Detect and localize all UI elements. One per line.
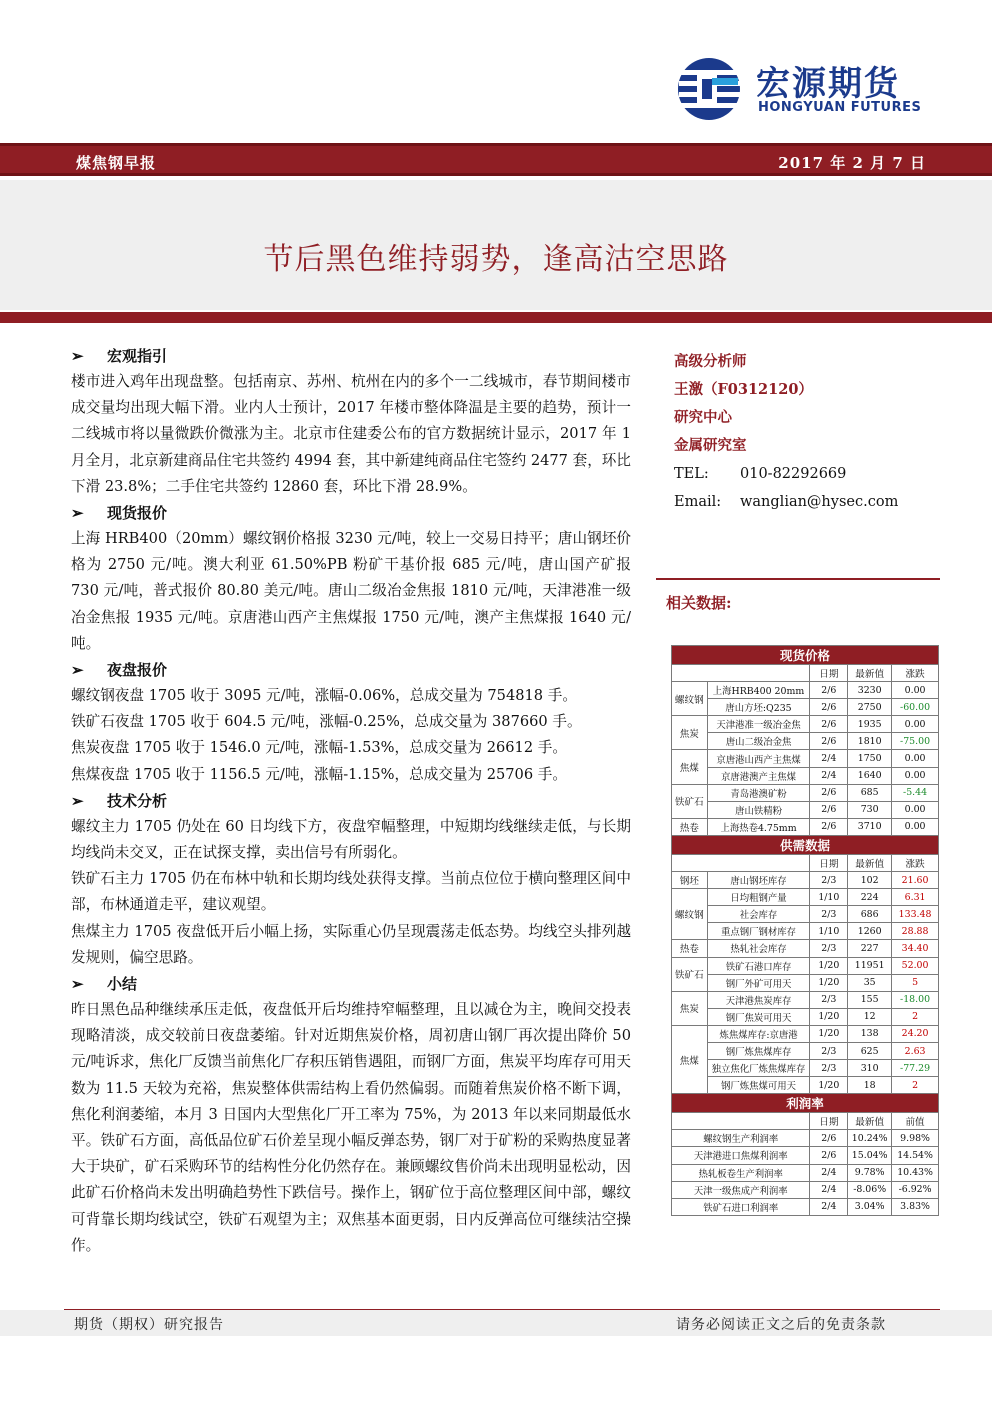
table-column-header xyxy=(672,854,939,871)
table-row xyxy=(672,699,939,716)
row-date: 2/3 xyxy=(810,1060,848,1077)
row-name: 炼焦煤库存:京唐港 xyxy=(707,1025,810,1042)
table-row xyxy=(672,784,939,801)
table-section-header xyxy=(672,646,939,665)
table-row xyxy=(672,716,939,733)
section-heading-text: 现货报价 xyxy=(107,504,168,523)
row-value: 3.04% xyxy=(848,1198,892,1215)
section-paragraph: 焦煤夜盘 1705 收于 1156.5 元/吨，涨幅-1.15%，总成交量为 25706 手。 xyxy=(71,765,567,783)
row-name: 天津港焦炭库存 xyxy=(707,991,810,1008)
table-row xyxy=(672,1042,939,1059)
row-name: 钢厂外矿可用天 xyxy=(707,974,810,991)
row-value: 9.78% xyxy=(848,1164,892,1181)
market-data-table xyxy=(671,645,939,1216)
row-change: 24.20 xyxy=(892,1025,939,1042)
section-heading-text: 小结 xyxy=(107,975,138,994)
row-value: 1810 xyxy=(848,733,892,750)
row-name: 日均粗钢产量 xyxy=(707,889,810,906)
analyst-dept: 研究中心 xyxy=(674,409,732,426)
row-name: 天津港进口焦煤利润率 xyxy=(672,1147,810,1164)
row-prev: 10.43% xyxy=(892,1164,939,1181)
table-corner-cell xyxy=(672,854,810,871)
related-data-heading: 相关数据: xyxy=(666,594,732,612)
row-change: 5 xyxy=(892,974,939,991)
table-row xyxy=(672,733,939,750)
row-name: 热轧板卷生产利润率 xyxy=(672,1164,810,1181)
row-category: 铁矿石 xyxy=(672,784,708,818)
row-prev: 3.83% xyxy=(892,1198,939,1215)
table-row xyxy=(672,1147,939,1164)
row-prev: 14.54% xyxy=(892,1147,939,1164)
row-value: 2750 xyxy=(848,699,892,716)
analyst-subdept: 金属研究室 xyxy=(674,437,747,454)
chevron-right-icon: ➢ xyxy=(71,791,84,810)
row-date: 2/3 xyxy=(810,906,848,923)
analyst-title: 高级分析师 xyxy=(674,353,747,370)
section-heading-text: 技术分析 xyxy=(107,791,168,810)
row-value: 1260 xyxy=(848,923,892,940)
row-value: 310 xyxy=(848,1060,892,1077)
row-change: -77.29 xyxy=(892,1060,939,1077)
table-row xyxy=(672,682,939,699)
chevron-right-icon: ➢ xyxy=(71,661,84,680)
table-row xyxy=(672,1181,939,1198)
page-footer xyxy=(0,1310,992,1336)
row-date: 2/6 xyxy=(810,784,848,801)
row-category: 钢坯 xyxy=(672,872,708,889)
row-date: 2/6 xyxy=(810,699,848,716)
table-row xyxy=(672,906,939,923)
table-section-title: 利润率 xyxy=(672,1094,939,1113)
row-date: 2/3 xyxy=(810,872,848,889)
table-column-label: 日期 xyxy=(810,665,848,682)
row-name: 天津港准一级冶金焦 xyxy=(707,716,810,733)
table-column-label: 涨跌 xyxy=(892,665,939,682)
section-paragraph: 楼市进入鸡年出现盘整。包括南京、苏州、杭州在内的多个一二线城市，春节期间楼市成交量均出现大幅下滑。业内人士预计，2017 年楼市整体降温是主要的趋势，预计一二线城市将以量微跌价微涨为主。北京市住建委公布的官方数据统计显示，2017 年 1 月全月，北京新建商品住宅共签约 4994 套，其中新建纯商品住宅签约 2477 套，环比下滑 23.8%；二手住宅共签约 12860 套，环比下滑 28.9%。 xyxy=(71,373,631,495)
row-change: 2 xyxy=(892,1008,939,1025)
row-change: 2 xyxy=(892,1077,939,1094)
row-date: 2/4 xyxy=(810,767,848,784)
section-heading-text: 夜盘报价 xyxy=(107,661,168,680)
footer-report-type: 期货（期权）研究报告 xyxy=(74,1317,224,1333)
row-date: 2/6 xyxy=(810,801,848,818)
row-date: 2/3 xyxy=(810,1042,848,1059)
report-header-bar xyxy=(0,143,992,176)
table-corner-cell xyxy=(672,665,810,682)
table-row xyxy=(672,1060,939,1077)
row-change: 34.40 xyxy=(892,940,939,957)
table-section-header xyxy=(672,835,939,854)
section-heading xyxy=(71,971,631,997)
report-title: 节后黑色维持弱势，逢高沽空思路 xyxy=(263,242,729,277)
table-row xyxy=(672,1198,939,1215)
row-date: 2/4 xyxy=(810,1164,848,1181)
chevron-right-icon: ➢ xyxy=(71,347,84,365)
analyst-email xyxy=(674,488,964,516)
row-date: 1/20 xyxy=(810,1025,848,1042)
row-change: 0.00 xyxy=(892,682,939,699)
row-value: 15.04% xyxy=(848,1147,892,1164)
table-row xyxy=(672,1077,939,1094)
table-row xyxy=(672,974,939,991)
row-name: 钢厂炼焦煤库存 xyxy=(707,1042,810,1059)
row-change: -60.00 xyxy=(892,699,939,716)
row-category: 焦炭 xyxy=(672,716,708,750)
row-change: 0.00 xyxy=(892,818,939,835)
row-change: 0.00 xyxy=(892,767,939,784)
row-name: 上海HRB400 20mm xyxy=(707,682,810,699)
row-date: 2/6 xyxy=(810,1130,848,1147)
table-column-label: 日期 xyxy=(810,854,848,871)
table-row xyxy=(672,750,939,767)
row-name: 钢厂炼焦煤可用天 xyxy=(707,1077,810,1094)
email-label: Email: xyxy=(674,494,722,510)
section-heading xyxy=(71,343,631,369)
table-section-header xyxy=(672,1094,939,1113)
row-value: 730 xyxy=(848,801,892,818)
row-name: 唐山钢坯库存 xyxy=(707,872,810,889)
row-name: 重点钢厂钢材库存 xyxy=(707,923,810,940)
row-name: 铁矿石港口库存 xyxy=(707,957,810,974)
row-change: 0.00 xyxy=(892,750,939,767)
chevron-right-icon: ➢ xyxy=(71,504,84,523)
row-date: 2/4 xyxy=(810,750,848,767)
row-date: 2/4 xyxy=(810,1198,848,1215)
logo-english-name: HONGYUAN FUTURES xyxy=(758,100,922,115)
row-category: 螺纹钢 xyxy=(672,889,708,940)
row-date: 2/6 xyxy=(810,818,848,835)
section-paragraph: 铁矿石主力 1705 仍在布林中轨和长期均线处获得支撑。当前点位位于横向整理区间中部，布林通道走平，建议观望。 xyxy=(71,870,631,914)
section-heading xyxy=(71,788,631,814)
section-heading xyxy=(71,500,631,526)
section-paragraph: 上海 HRB400（20mm）螺纹钢价格报 3230 元/吨，较上一交易日持平；唐山钢坯价格为 2750 元/吨。澳大利亚 61.50%PB 粉矿干基价报 685 元/吨，唐山国产矿报 730 元/吨，普式报价 80.80 美元/吨。唐山二级冶金焦报 1810 元/吨，天津港准一级冶金焦报 1935 元/吨。京唐港山西产主焦煤报 1750 元/吨，澳产主焦煤报 1640 元/吨。 xyxy=(71,530,631,652)
row-name: 唐山二级冶金焦 xyxy=(707,733,810,750)
analyst-name: 王激（F0312120） xyxy=(674,381,813,398)
row-value: 1640 xyxy=(848,767,892,784)
section-heading xyxy=(71,657,631,683)
logo-mark-icon xyxy=(676,56,746,122)
row-date: 2/6 xyxy=(810,682,848,699)
row-date: 2/3 xyxy=(810,940,848,957)
section-paragraph: 螺纹钢夜盘 1705 收于 3095 元/吨，涨幅-0.06%，总成交量为 754818 手。 xyxy=(71,687,577,705)
table-row xyxy=(672,1008,939,1025)
table-row xyxy=(672,767,939,784)
table-column-label: 最新值 xyxy=(848,665,892,682)
table-column-label: 日期 xyxy=(810,1113,848,1130)
row-date: 1/10 xyxy=(810,889,848,906)
row-value: 685 xyxy=(848,784,892,801)
section-paragraph: 铁矿石夜盘 1705 收于 604.5 元/吨，涨幅-0.25%，总成交量为 387660 手。 xyxy=(71,713,582,731)
table-row xyxy=(672,1025,939,1042)
tel-label: TEL: xyxy=(674,466,709,482)
row-name: 唐山铁精粉 xyxy=(707,801,810,818)
row-name: 上海热卷4.75mm xyxy=(707,818,810,835)
row-value: 35 xyxy=(848,974,892,991)
table-section-title: 现货价格 xyxy=(672,646,939,665)
report-date: 2017 年 2 月 7 日 xyxy=(778,154,926,172)
section-paragraph: 焦煤主力 1705 夜盘低开后小幅上扬，实际重心仍呈现震荡走低态势。均线空头排列越发规则，偏空思路。 xyxy=(71,922,631,966)
logo-chinese-name: 宏源期货 xyxy=(756,64,900,104)
table-row xyxy=(672,889,939,906)
table-corner-cell xyxy=(672,1113,810,1130)
section-heading-text: 宏观指引 xyxy=(107,347,168,365)
section-paragraph: 焦炭夜盘 1705 收于 1546.0 元/吨，涨幅-1.53%，总成交量为 26612 手。 xyxy=(71,739,567,757)
row-name: 钢厂焦炭可用天 xyxy=(707,1008,810,1025)
row-change: 28.88 xyxy=(892,923,939,940)
row-value: 3230 xyxy=(848,682,892,699)
row-change: -18.00 xyxy=(892,991,939,1008)
row-change: 21.60 xyxy=(892,872,939,889)
row-date: 1/20 xyxy=(810,957,848,974)
analyst-info xyxy=(674,348,964,516)
related-divider xyxy=(656,578,940,580)
row-date: 2/6 xyxy=(810,1147,848,1164)
table-section-title: 供需数据 xyxy=(672,835,939,854)
row-date: 1/20 xyxy=(810,1077,848,1094)
table-row xyxy=(672,940,939,957)
row-name: 唐山方坯:Q235 xyxy=(707,699,810,716)
table-row xyxy=(672,1130,939,1147)
row-name: 螺纹钢生产利润率 xyxy=(672,1130,810,1147)
row-value: 18 xyxy=(848,1077,892,1094)
row-date: 2/6 xyxy=(810,733,848,750)
row-date: 1/10 xyxy=(810,923,848,940)
table-row xyxy=(672,801,939,818)
row-value: -8.06% xyxy=(848,1181,892,1198)
table-column-label: 涨跌 xyxy=(892,854,939,871)
row-category: 螺纹钢 xyxy=(672,682,708,716)
row-value: 686 xyxy=(848,906,892,923)
row-category: 热卷 xyxy=(672,818,708,835)
row-date: 2/4 xyxy=(810,1181,848,1198)
table-column-label: 最新值 xyxy=(848,854,892,871)
table-row xyxy=(672,818,939,835)
row-prev: -6.92% xyxy=(892,1181,939,1198)
title-divider xyxy=(0,312,992,323)
report-body xyxy=(71,343,631,1259)
row-value: 138 xyxy=(848,1025,892,1042)
tel-value: 010-82292669 xyxy=(740,466,847,482)
row-prev: 9.98% xyxy=(892,1130,939,1147)
row-change: 6.31 xyxy=(892,889,939,906)
table-row xyxy=(672,923,939,940)
row-change: 52.00 xyxy=(892,957,939,974)
row-value: 102 xyxy=(848,872,892,889)
row-change: 2.63 xyxy=(892,1042,939,1059)
table-row xyxy=(672,872,939,889)
row-name: 京唐港山西产主焦煤 xyxy=(707,750,810,767)
row-value: 1935 xyxy=(848,716,892,733)
table-row xyxy=(672,957,939,974)
footer-disclaimer: 请务必阅读正文之后的免责条款 xyxy=(676,1317,886,1333)
row-value: 1750 xyxy=(848,750,892,767)
email-value[interactable]: wanglian@hysec.com xyxy=(740,494,899,510)
row-category: 铁矿石 xyxy=(672,957,708,991)
row-category: 焦煤 xyxy=(672,1025,708,1093)
row-date: 1/20 xyxy=(810,974,848,991)
row-date: 1/20 xyxy=(810,1008,848,1025)
row-category: 焦炭 xyxy=(672,991,708,1025)
row-name: 青岛港澳矿粉 xyxy=(707,784,810,801)
row-name: 京唐港澳产主焦煤 xyxy=(707,767,810,784)
company-logo xyxy=(676,54,938,126)
row-value: 11951 xyxy=(848,957,892,974)
row-change: 0.00 xyxy=(892,801,939,818)
report-name: 煤焦钢早报 xyxy=(76,154,157,172)
row-value: 12 xyxy=(848,1008,892,1025)
table-column-label: 前值 xyxy=(892,1113,939,1130)
row-change: -75.00 xyxy=(892,733,939,750)
row-change: 133.48 xyxy=(892,906,939,923)
row-name: 热轧社会库存 xyxy=(707,940,810,957)
row-change: 0.00 xyxy=(892,716,939,733)
row-name: 独立焦化厂炼焦煤库存 xyxy=(707,1060,810,1077)
table-row xyxy=(672,1164,939,1181)
analyst-tel xyxy=(674,460,964,488)
row-value: 155 xyxy=(848,991,892,1008)
table-column-label: 最新值 xyxy=(848,1113,892,1130)
table-row xyxy=(672,991,939,1008)
section-paragraph: 螺纹主力 1705 仍处在 60 日均线下方，夜盘窄幅整理，中短期均线继续走低，与长期均线尚未交叉，正在试探支撑，卖出信号有所弱化。 xyxy=(71,817,631,862)
row-value: 224 xyxy=(848,889,892,906)
row-name: 铁矿石进口利润率 xyxy=(672,1198,810,1215)
row-name: 天津一级焦成产利润率 xyxy=(672,1181,810,1198)
section-paragraph: 昨日黑色品种继续承压走低，夜盘低开后均维持窄幅整理，且以减仓为主，晚间交投表现略清淡，成交较前日夜盘萎缩。针对近期焦炭价格，周初唐山钢厂再次提出降价 50 元/吨诉求，焦化厂反馈当前焦化厂存积压销售遇阻，而钢厂方面，焦炭平均库存可用天数为 11.5 天较为充裕，焦炭整体供需结构上看仍然偏弱。而随着焦炭价格不断下调，焦化利润萎缩，本月 3 日国内大型焦化厂开工率为 75%，为 2013 年以来同期最低水平。铁矿石方面，高低品位矿石价差呈现小幅反弹态势，钢厂对于矿粉的采购热度显著大于块矿，矿石采购环节的结构性分化仍然存在。兼顾螺纹售价尚未出现明显松动，因此矿石价格尚未发出明确趋势性下跌信号。操作上，钢矿位于高位整理区间中部，螺纹可背靠长期均线试空，铁矿石观望为主；双焦基本面更弱，日内反弹高位可继续沽空操作。 xyxy=(71,1001,631,1254)
row-date: 2/6 xyxy=(810,716,848,733)
row-value: 10.24% xyxy=(848,1130,892,1147)
row-change: -5.44 xyxy=(892,784,939,801)
table-column-header xyxy=(672,1113,939,1130)
row-value: 625 xyxy=(848,1042,892,1059)
row-category: 焦煤 xyxy=(672,750,708,784)
row-name: 社会库存 xyxy=(707,906,810,923)
chevron-right-icon: ➢ xyxy=(71,975,84,994)
row-value: 227 xyxy=(848,940,892,957)
table-column-header xyxy=(672,665,939,682)
row-date: 2/3 xyxy=(810,991,848,1008)
row-value: 3710 xyxy=(848,818,892,835)
row-category: 热卷 xyxy=(672,940,708,957)
